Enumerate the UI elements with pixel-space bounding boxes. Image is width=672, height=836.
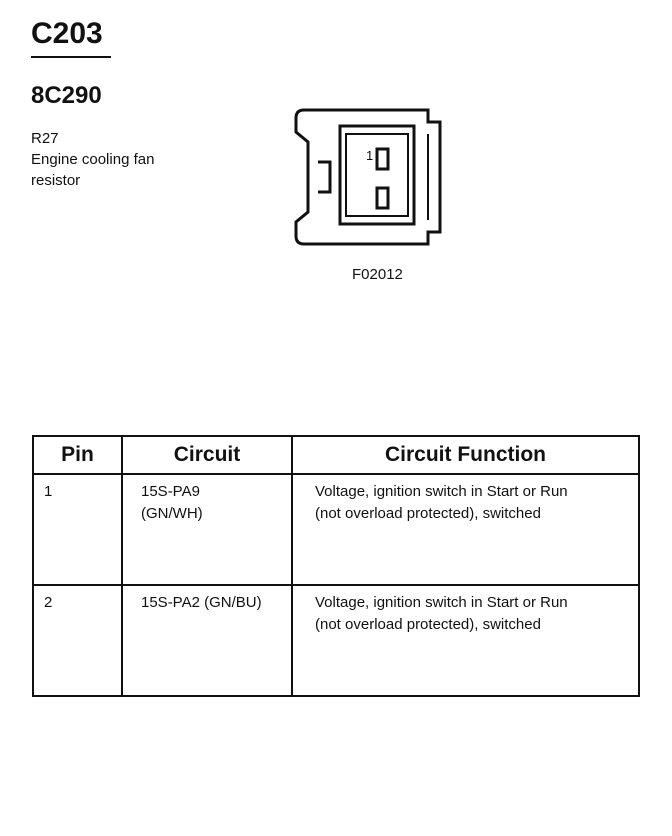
circuit-code: 15S-PA9 [141, 483, 200, 500]
component-ref: R27 [31, 130, 59, 147]
locking-tab [318, 162, 330, 192]
function-cell [292, 585, 639, 696]
figure-code: F02012 [352, 266, 403, 283]
table-row [33, 585, 639, 696]
title-underline [31, 56, 111, 58]
connector-id: C203 [31, 17, 103, 50]
table-header-row [33, 436, 639, 474]
pin-1-label: 1 [366, 148, 374, 163]
pin-cell [33, 585, 122, 696]
circuit-color: (GN/WH) [141, 505, 203, 522]
function-line2: (not overload protected), switched [315, 616, 541, 633]
header-pin: Pin [33, 436, 122, 474]
header-function: Circuit Function [292, 436, 639, 474]
pin-number: 2 [44, 594, 53, 611]
function-line2: (not overload protected), switched [315, 505, 541, 522]
component-name-line2: resistor [31, 172, 81, 189]
component-description [31, 128, 154, 191]
circuit-code: 15S-PA2 (GN/BU) [141, 594, 262, 611]
circuit-cell [122, 474, 292, 585]
circuit-cell [122, 585, 292, 696]
part-number: 8C290 [31, 82, 102, 109]
terminal-1 [377, 149, 388, 169]
terminal-2 [377, 188, 388, 208]
function-line1: Voltage, ignition switch in Start or Run [315, 483, 568, 500]
connector-face-diagram [290, 104, 456, 250]
pin-cell [33, 474, 122, 585]
pin-number: 1 [44, 483, 53, 500]
pinout-table [32, 435, 640, 697]
function-line1: Voltage, ignition switch in Start or Run [315, 594, 568, 611]
component-name-line1: Engine cooling fan [31, 151, 155, 168]
function-cell [292, 474, 639, 585]
table-row [33, 474, 639, 585]
header-circuit: Circuit [122, 436, 292, 474]
